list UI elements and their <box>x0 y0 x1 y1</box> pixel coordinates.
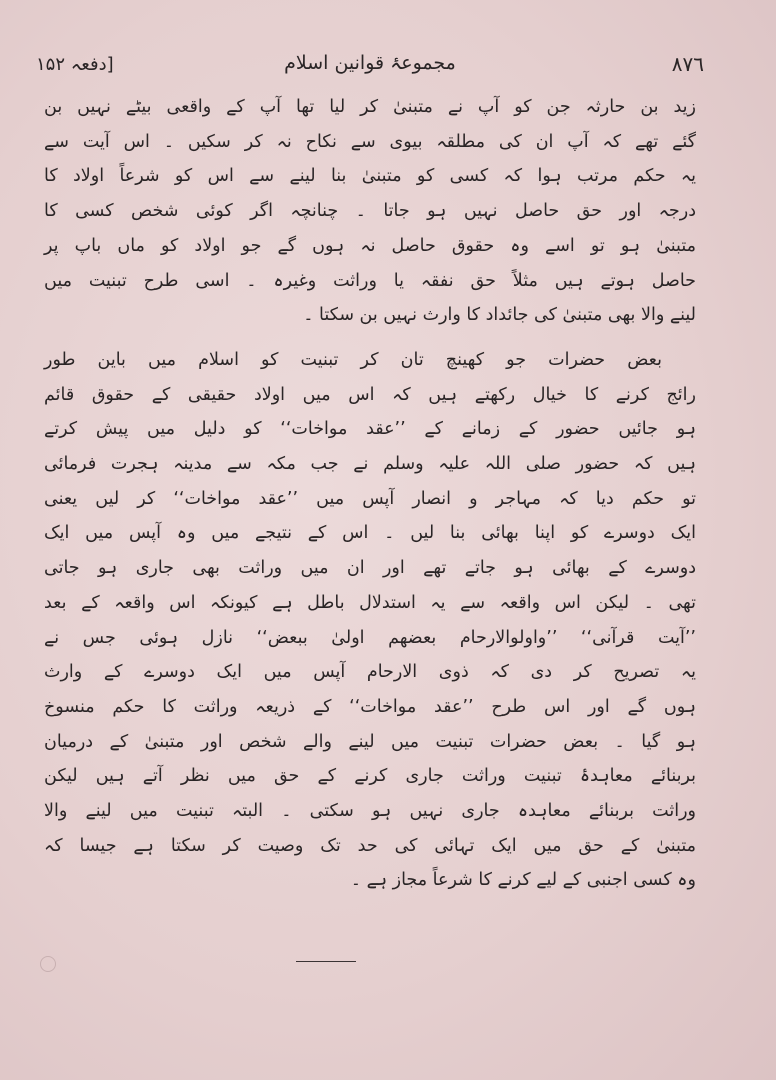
text-line: ہو جائیں حضور کے زمانے کے ’’عقد مواخات‘‘ کو دلیل میں پیش کرتے <box>44 419 696 440</box>
text-line: درجہ اور حق حاصل نہیں ہو جاتا ۔ چنانچہ اگر کوئی شخص کسی کا <box>44 201 696 222</box>
text-line: ’’آیت قرآنی‘‘ ’’واولوالارحام بعضھم اولیٰ ببعض‘‘ نازل ہوئی جس نے <box>44 627 696 648</box>
paragraph-1 <box>44 90 696 333</box>
text-line: ہوں گے اور اس طرح ’’عقد مواخات‘‘ کے ذریعہ وراثت کا حکم منسوخ <box>44 696 696 717</box>
paper-smudge <box>40 956 56 972</box>
text-line: بربنائے معاہدۂ تبنیت وراثت جاری کرنے کے حق میں نظر آتے ہیں لیکن <box>44 766 696 787</box>
text-line: متبنیٰ ہو تو اسے وہ حقوق حاصل نہ ہوں گے جو اولاد کو ماں باپ پر <box>44 235 696 256</box>
paragraph-2 <box>44 343 696 898</box>
text-line: وہ کسی اجنبی کے لیے کرنے کا شرعاً مجاز ہے ۔ <box>350 870 696 891</box>
text-line: وراثت بربنائے معاہدہ جاری نہیں ہو سکتی ۔ البتہ تبنیت میں لینے والا <box>44 801 696 822</box>
page-header <box>36 52 704 92</box>
text-line: تھی ۔ لیکن اس واقعہ سے یہ استدلال باطل ہے کیونکہ اس واقعہ کے بعد <box>44 592 696 613</box>
paragraph-gap <box>44 333 696 343</box>
text-line: بعض حضرات جو کھینچ تان کر تبنیت کو اسلام میں باین طور <box>44 349 662 370</box>
text-line: حاصل ہوتے ہیں مثلاً حق نفقہ یا وراثت وغیرہ ۔ اسی طرح تبنیت میں <box>44 270 696 291</box>
text-line: یہ تصریح کر دی کہ ذوی الارحام آپس میں ایک دوسرے کے وارث <box>44 662 696 683</box>
text-line: رائج کرنے کا خیال رکھتے ہیں کہ اس میں اولاد حقیقی کے حقوق قائم <box>44 384 696 405</box>
text-line: دوسرے کے بھائی ہو جاتے تھے اور ان میں وراثت بھی جاری ہو جاتی <box>44 558 696 579</box>
text-line: ہو گیا ۔ بعض حضرات تبنیت میں لینے والے شخص اور متبنیٰ کے درمیان <box>44 731 696 752</box>
text-line: تو حکم دیا کہ مہاجر و انصار آپس میں ’’عقد مواخات‘‘ کر لیں یعنی <box>44 488 696 509</box>
text-line: ایک دوسرے کو اپنا بھائی بنا لیں ۔ اس کے نتیجے میں وہ آپس میں ایک <box>44 523 696 544</box>
text-line: ہیں کہ حضور صلی اللہ علیہ وسلم نے جب مکہ سے مدینہ ہجرت فرمائی <box>44 454 696 475</box>
page-number: ٨٧٦ <box>671 52 704 76</box>
text-line: زید بن حارثہ جن کو آپ نے متبنیٰ کر لیا تھا آپ کے واقعی بیٹے نہیں بن <box>44 97 696 117</box>
text-line: یہ حکم مرتب ہوا کہ کسی کو متبنیٰ بنا لینے سے اس کو شرعاً اولاد کا <box>44 166 696 187</box>
running-title: مجموعۂ قوانین اسلام <box>284 52 456 74</box>
body-text <box>44 90 696 898</box>
text-line: لینے والا بھی متبنیٰ کی جائداد کا وارث نہیں بن سکتا ۔ <box>303 305 696 326</box>
text-line: متبنیٰ کے حق میں ایک تہائی کی حد تک وصیت کر سکتا ہے جیسا کہ <box>44 835 696 856</box>
section-end-rule <box>296 961 356 962</box>
text-line: گئے تھے کہ آپ ان کی مطلقہ بیوی سے نکاح نہ کر سکیں ۔ اس آیت سے <box>44 131 696 152</box>
section-reference: [دفعہ ۱۵۲ <box>36 54 114 75</box>
